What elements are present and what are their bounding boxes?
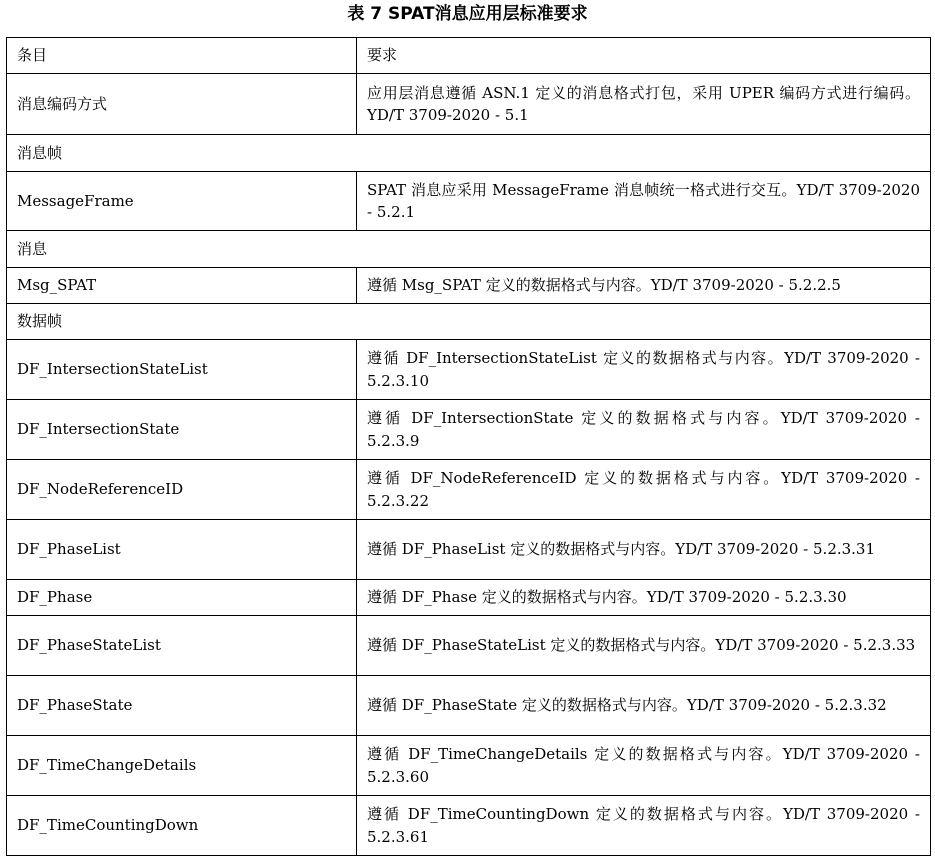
row-item: MessageFrame (7, 172, 357, 231)
section-row (7, 231, 931, 268)
table-caption: 表 7 SPAT消息应用层标准要求 (347, 4, 588, 24)
section-title: 消息帧 (7, 135, 931, 172)
section-row (7, 304, 931, 340)
section-title: 数据帧 (7, 304, 931, 340)
row-requirement: 遵循 DF_Phase 定义的数据格式与内容。YD/T 3709-2020 - 5.2.3.30 (357, 580, 931, 616)
row-item: DF_PhaseState (7, 676, 357, 736)
table-header-row (7, 38, 931, 74)
table-row (7, 580, 931, 616)
header-item: 条目 (7, 38, 357, 74)
row-item: DF_TimeChangeDetails (7, 736, 357, 796)
row-item: DF_IntersectionState (7, 400, 357, 460)
section-title: 消息 (7, 231, 931, 268)
row-requirement: 遵循 DF_PhaseState 定义的数据格式与内容。YD/T 3709-2020 - 5.2.3.32 (357, 676, 931, 736)
row-requirement: SPAT 消息应采用 MessageFrame 消息帧统一格式进行交互。YD/T 3709-2020 - 5.2.1 (357, 172, 931, 231)
row-requirement: 遵循 DF_NodeReferenceID 定义的数据格式与内容。YD/T 3709-2020 - 5.2.3.22 (357, 460, 931, 520)
table-row (7, 172, 931, 231)
row-item: DF_NodeReferenceID (7, 460, 357, 520)
table-row (7, 616, 931, 676)
row-item: 消息编码方式 (7, 74, 357, 135)
row-requirement: 遵循 DF_IntersectionStateList 定义的数据格式与内容。YD/T 3709-2020 - 5.2.3.10 (357, 340, 931, 400)
row-item: DF_IntersectionStateList (7, 340, 357, 400)
row-requirement: 应用层消息遵循 ASN.1 定义的消息格式打包，采用 UPER 编码方式进行编码。YD/T 3709-2020 - 5.1 (357, 74, 931, 135)
row-item: DF_PhaseList (7, 520, 357, 580)
table-row (7, 268, 931, 304)
row-requirement: 遵循 DF_TimeCountingDown 定义的数据格式与内容。YD/T 3709-2020 - 5.2.3.61 (357, 796, 931, 856)
row-item: DF_PhaseStateList (7, 616, 357, 676)
table-row (7, 676, 931, 736)
header-requirement: 要求 (357, 38, 931, 74)
table-row (7, 736, 931, 796)
row-item: DF_TimeCountingDown (7, 796, 357, 856)
row-requirement: 遵循 Msg_SPAT 定义的数据格式与内容。YD/T 3709-2020 - 5.2.2.5 (357, 268, 931, 304)
row-requirement: 遵循 DF_PhaseStateList 定义的数据格式与内容。YD/T 3709-2020 - 5.2.3.33 (357, 616, 931, 676)
table-row (7, 340, 931, 400)
row-requirement: 遵循 DF_TimeChangeDetails 定义的数据格式与内容。YD/T 3709-2020 - 5.2.3.60 (357, 736, 931, 796)
table-row (7, 74, 931, 135)
table-row (7, 400, 931, 460)
table-row (7, 520, 931, 580)
table-row (7, 460, 931, 520)
row-requirement: 遵循 DF_IntersectionState 定义的数据格式与内容。YD/T 3709-2020 - 5.2.3.9 (357, 400, 931, 460)
table-row (7, 796, 931, 856)
row-item: DF_Phase (7, 580, 357, 616)
row-requirement: 遵循 DF_PhaseList 定义的数据格式与内容。YD/T 3709-2020 - 5.2.3.31 (357, 520, 931, 580)
requirements-table (6, 37, 931, 856)
section-row (7, 135, 931, 172)
row-item: Msg_SPAT (7, 268, 357, 304)
